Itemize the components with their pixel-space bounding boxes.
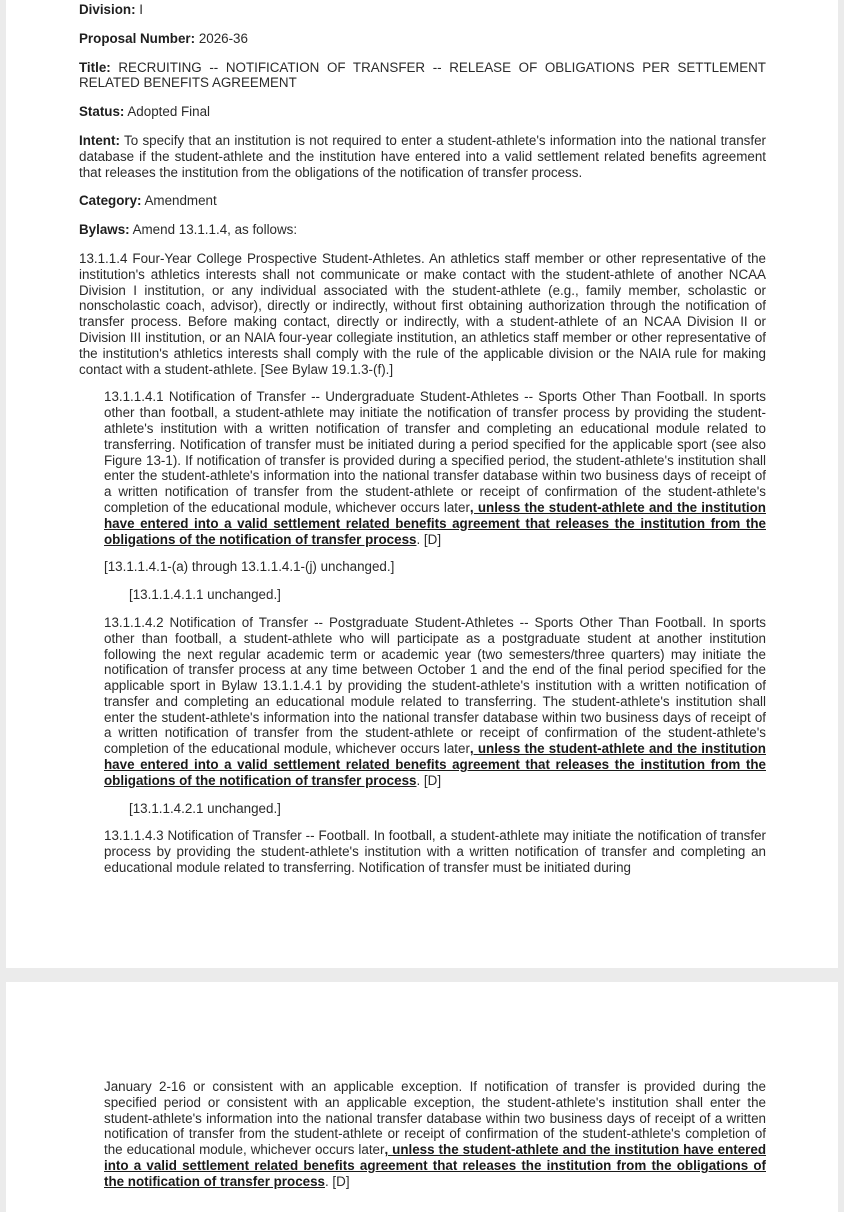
bylaw-13-1-1-4-3: 13.1.1.4.3 Notification of Transfer -- Football. In football, a student-athlete may initiate the notification of transfer process by providing the student-athlete's institution with a written notification of transfer and completing an educational module related to transferring. Notification of transfer must be initiated during xyxy=(104,828,766,876)
bylaw-13-1-1-4-2: 13.1.1.4.2 Notification of Transfer -- Postgraduate Student-Athletes -- Sports Other Than Football. In sports other than football, a student-athlete who will participate as a postgraduate student at another institution following the next regular academic term or academic year (two semesters/three quarters) may initiate the notification of transfer process at any time between October 1 and the end of the final period specified for the applicable sport in Bylaw 13.1.1.4.1 by providing the student-athlete's institution with a written notification of transfer and completing an educational module related to transferring. The student-athlete's institution shall enter the student-athlete's information into the national transfer database within two business days of receipt of a written notification of transfer from the student-athlete or receipt of confirmation of the student-athlete's completion of the educational module, whichever occurs later, unless the student-athlete and the institution have entered into a valid settlement related benefits agreement that releases the institution from the obligations of the notification of transfer process. [D] xyxy=(104,614,766,788)
bylaw-13-1-1-4-1: 13.1.1.4.1 Notification of Transfer -- Undergraduate Student-Athletes -- Sports Other Than Football. In sports other than football, a student-athlete may initiate the notification of transfer process by providing the student-athlete's institution with a written notification of transfer and completing an educational module related to transferring. Notification of transfer must be initiated during a period specified for the applicable sport (see also Figure 13-1). If notification of transfer is provided during a specified period, the student-athlete's institution shall enter the student-athlete's information into the national transfer database within two business days of receipt of a written notification of transfer from the student-athlete or receipt of confirmation of the student-athlete's completion of the educational module, whichever occurs later, unless the student-athlete and the institution have entered into a valid settlement related benefits agreement that releases the institution from the obligations of the notification of transfer process. [D] xyxy=(104,389,766,547)
status-field: Status: Adopted Final xyxy=(79,104,211,120)
unchanged-note-a-j: [13.1.1.4.1-(a) through 13.1.1.4.1-(j) unchanged.] xyxy=(104,559,395,575)
unchanged-note-13-1-1-4-2-1: [13.1.1.4.2.1 unchanged.] xyxy=(129,800,281,816)
bylaw-13-1-1-4: 13.1.1.4 Four-Year College Prospective Student-Athletes. An athletics staff member or other representative of the institution's athletics interests shall not communicate or make contact with the student-athlete of another NCAA Division I institution, or any individual associated with the student-athlete (e.g., family member, scholastic or nonscholastic coach, advisor), directly or indirectly, without first obtaining authorization through the notification of transfer process. Before making contact, directly or indirectly, with a student-athlete of an NCAA Division II or Division III institution, or an NAIA four-year collegiate institution, an athletics staff member or other representative of the institution's athletics interests shall comply with the rule of the applicable division or the NAIA rule for making contact with a student-athlete. [See Bylaw 19.1.3-(f).] xyxy=(79,250,766,377)
document-page-2 xyxy=(6,982,838,1212)
document-page-1 xyxy=(6,0,838,968)
intent-field: Intent: To specify that an institution is not required to enter a student-athlete's information into the national transfer database if the student-athlete and the institution have entered into a valid settlement related benefits agreement that releases the institution from the obligations of the notification of transfer process. xyxy=(79,132,766,180)
division-field: Division: I xyxy=(79,2,144,17)
amendment-text: , unless the student-athlete and the institution have entered into a valid settlement related benefits agreement that releases the institution from the obligations of the notification of transfer process xyxy=(104,499,766,547)
proposal-number-field: Proposal Number: 2026-36 xyxy=(79,30,248,46)
category-field: Category: Amendment xyxy=(79,193,217,209)
title-field: Title: RECRUITING -- NOTIFICATION OF TRANSFER -- RELEASE OF OBLIGATIONS PER SETTLEMENT RELATED BENEFITS AGREEMENT xyxy=(79,59,766,91)
unchanged-note-13-1-1-4-1-1: [13.1.1.4.1.1 unchanged.] xyxy=(129,587,281,603)
bylaws-field: Bylaws: Amend 13.1.1.4, as follows: xyxy=(79,222,298,238)
amendment-text: , unless the student-athlete and the institution have entered into a valid settlement related benefits agreement that releases the institution from the obligations of the notification of transfer process xyxy=(104,741,766,788)
bylaw-13-1-1-4-3-continued: January 2-16 or consistent with an applicable exception. If notification of transfer is provided during the specified period or consistent with an applicable exception, the student-athlete's institution shall enter the student-athlete's information into the national transfer database within two business days of receipt of a written notification of transfer from the student-athlete or receipt of confirmation of the student-athlete's completion of the educational module, whichever occurs later, unless the student-athlete and the institution have entered into a valid settlement related benefits agreement that releases the institution from the obligations of the notification of transfer process. [D] xyxy=(104,1079,767,1189)
amendment-text: , unless the student-athlete and the institution have entered into a valid settlement related benefits agreement that releases the institution from the obligations of the notification of transfer process xyxy=(104,1142,767,1189)
